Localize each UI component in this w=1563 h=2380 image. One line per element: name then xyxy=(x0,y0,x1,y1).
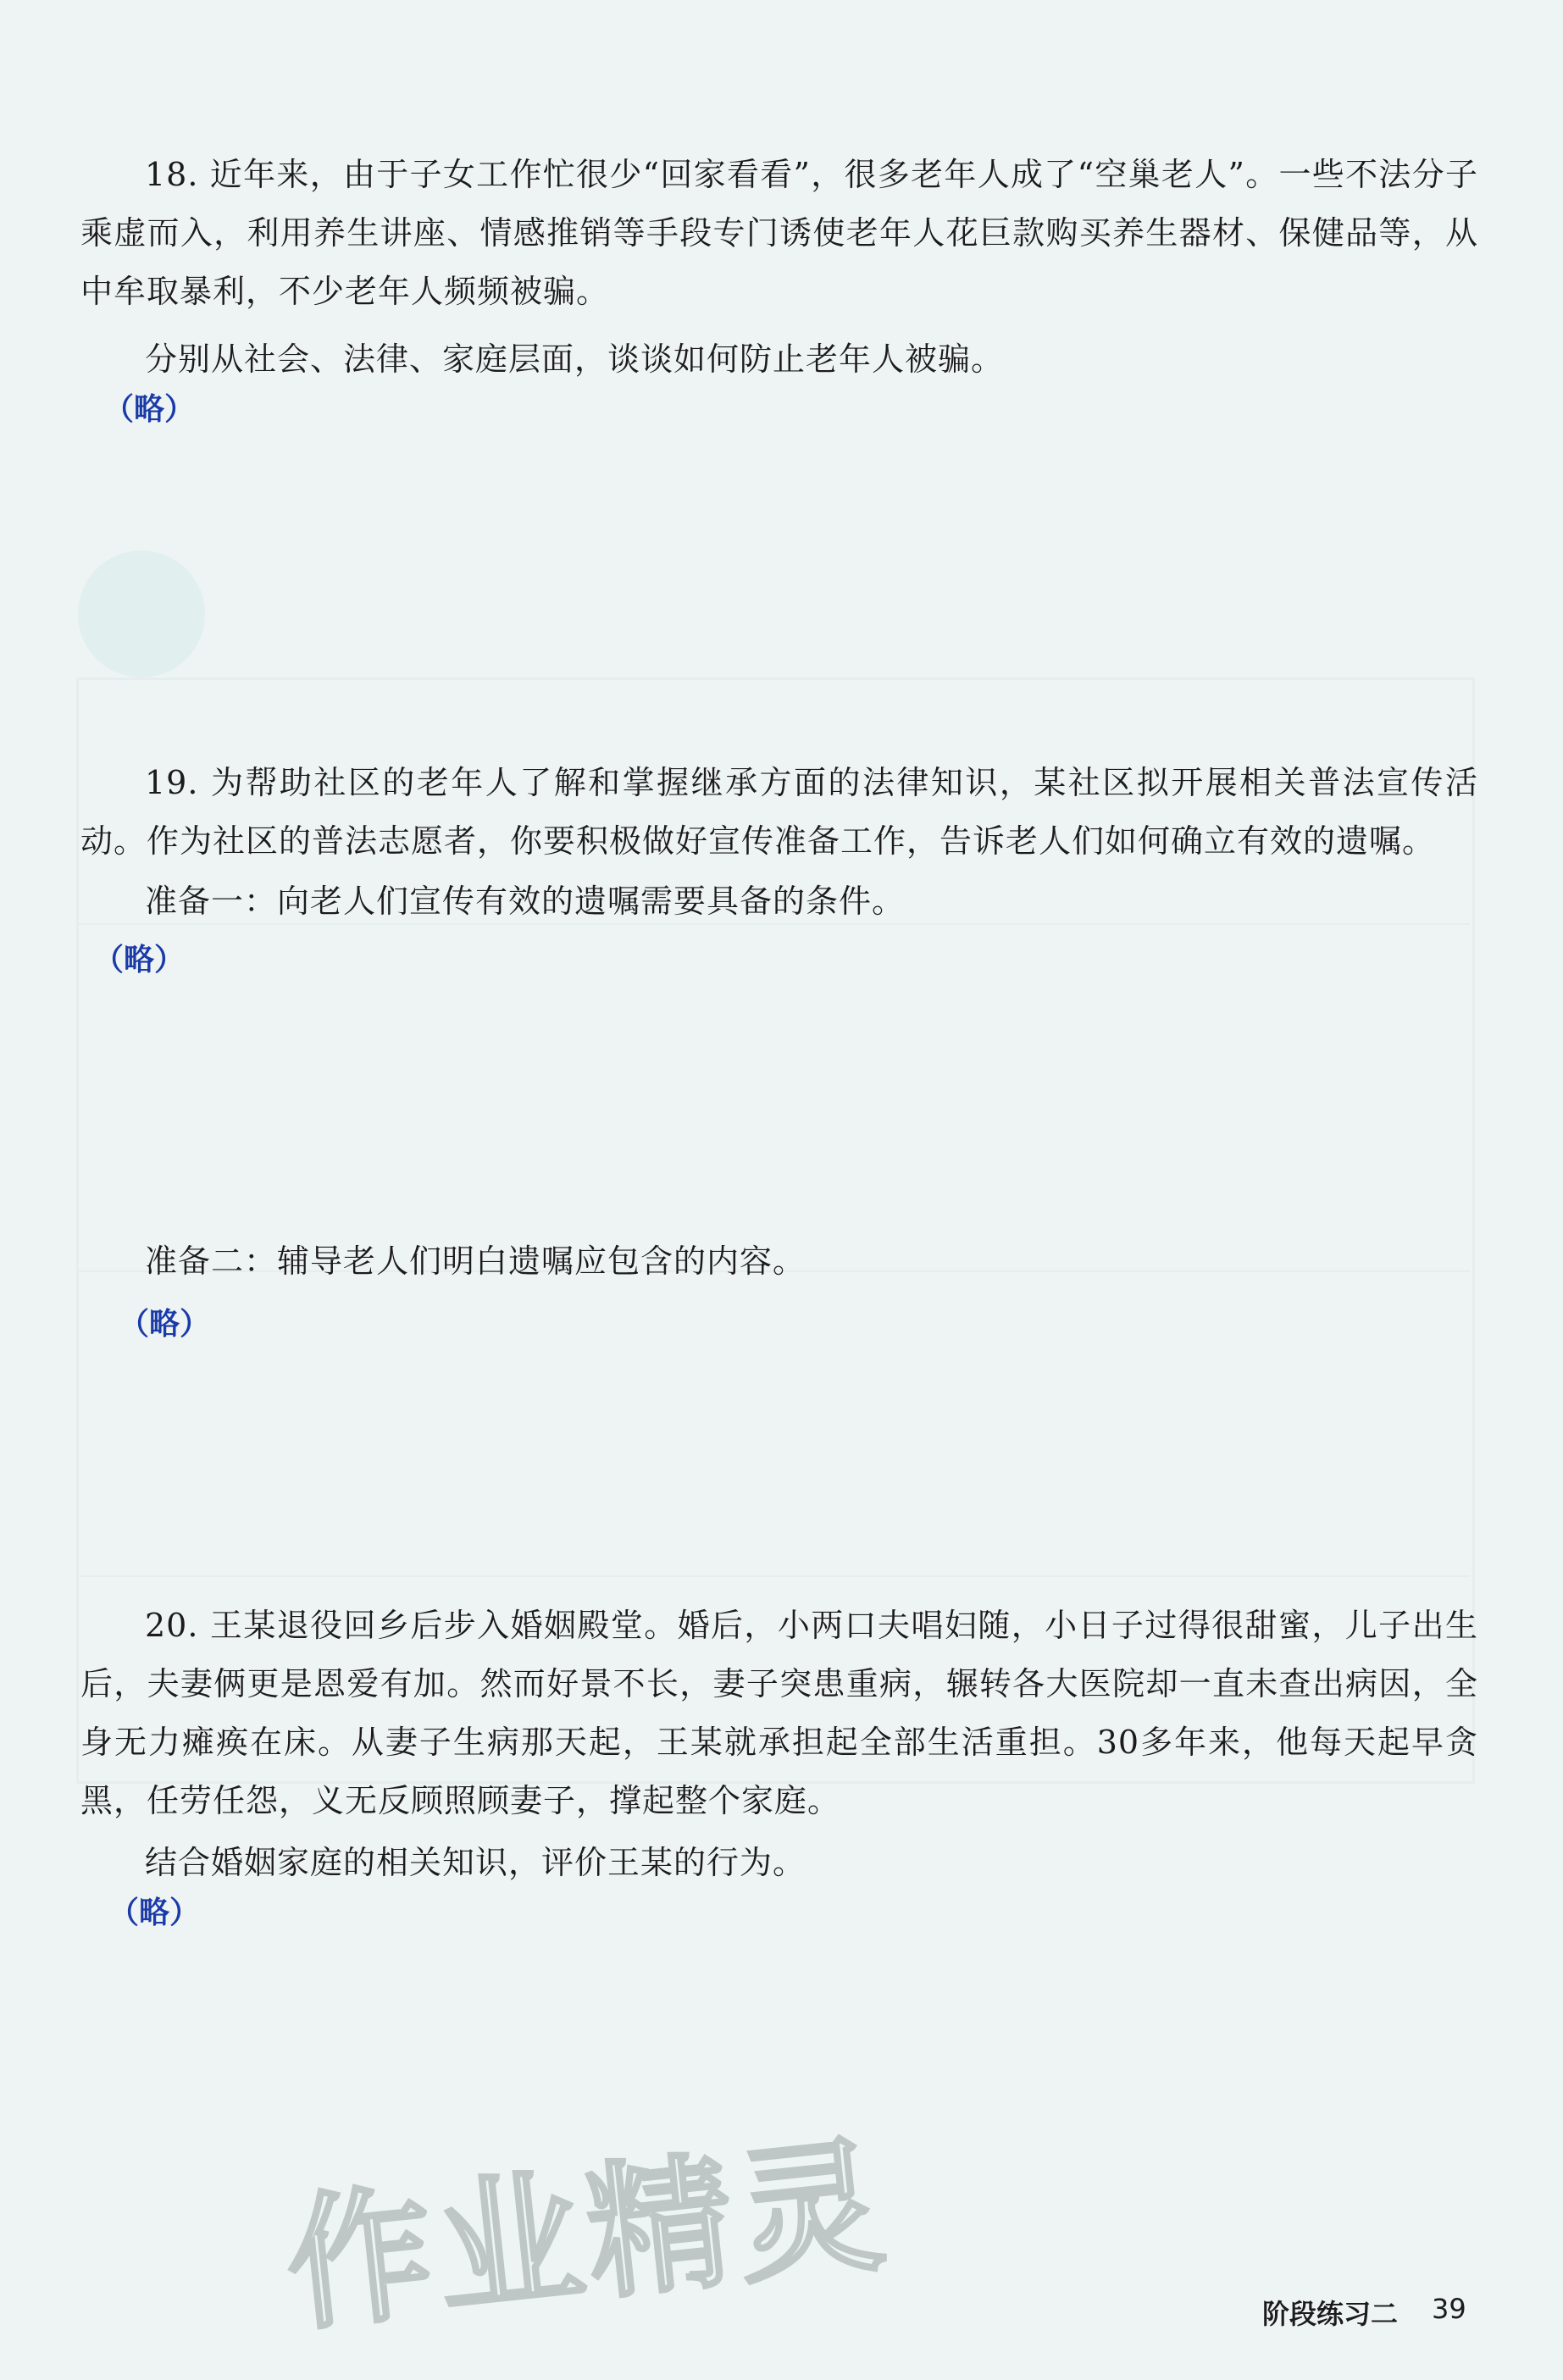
question-20-answer: （略） xyxy=(108,1895,201,1930)
watermark-logo: 作业精灵 xyxy=(278,2119,896,2352)
question-19-text: 19. 为帮助社区的老年人了解和掌握继承方面的法律知识，某社区拟开展相关普法宣传活动。作为社区的普法志愿者，你要积极做好宣传准备工作，告诉老人们如何确立有效的遗嘱。 xyxy=(80,764,1478,860)
question-19-prep2: 准备二：辅导老人们明白遗嘱应包含的内容。 xyxy=(145,1243,806,1280)
question-18-task: 分别从社会、法律、家庭层面，谈谈如何防止老年人被骗。 xyxy=(145,340,1005,378)
bleed-through-line xyxy=(76,1575,1470,1577)
question-18-answer: （略） xyxy=(103,391,196,427)
question-20-task: 结合婚姻家庭的相关知识，评价王某的行为。 xyxy=(145,1844,806,1881)
question-19-prep1: 准备一：向老人们宣传有效的遗嘱需要具备的条件。 xyxy=(145,883,906,920)
footer-section-title: 阶段练习二 xyxy=(1262,2298,1399,2330)
page-number: 39 xyxy=(1432,2293,1466,2325)
question-19-answer1: （略） xyxy=(93,942,186,977)
question-18-text: 18. 近年来，由于子女工作忙很少“回家看看”，很多老年人成了“空巢老人”。一些不法分子乘虚而入，利用养生讲座、情感推销等手段专门诱使老年人花巨款购买养生器材、保健品等，从中牟取暴利，不少老年人频频被骗。 xyxy=(80,156,1478,310)
bleed-through-circle xyxy=(78,551,205,678)
question-19-answer2: （略） xyxy=(119,1306,211,1342)
question-20-text: 20. 王某退役回乡后步入婚姻殿堂。婚后，小两口夫唱妇随，小日子过得很甜蜜，儿子出生后，夫妻俩更是恩爱有加。然而好景不长，妻子突患重病，辗转各大医院却一直未查出病因，全身无力瘫痪在床。从妻子生病那天起，王某就承担起全部生活重担。30多年来，他每天起早贪黑，任劳任怨，义无反顾照顾妻子，撑起整个家庭。 xyxy=(80,1607,1478,1819)
